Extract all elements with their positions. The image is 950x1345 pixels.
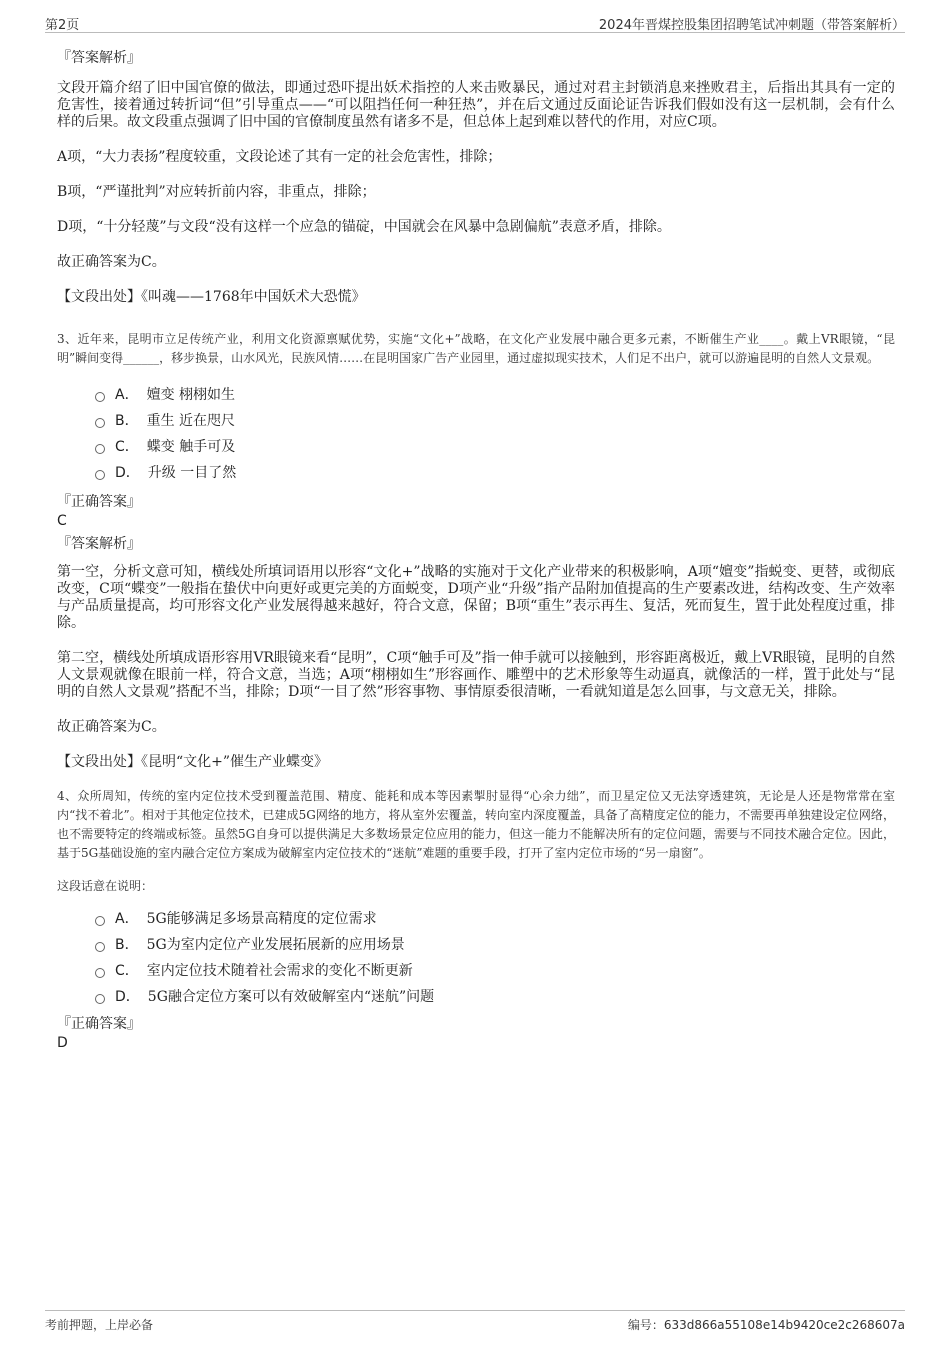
q3-text: 3、近年来，昆明市立足传统产业，利用文化资源禀赋优势，实施“文化+”战略，在文化产业发展中融合更多元素，不断催生产业____。戴上VR眼镜，“昆明”瞬间变得______，移步换景，山水风光，民族风情……在昆明国家广告产业园里，通过虚拟现实技术，人们足不出户，就可以游遍昆明的自然人文景观。 — [57, 332, 895, 365]
page-footer — [45, 1310, 905, 1333]
radio-icon[interactable] — [95, 968, 105, 978]
q2-analysis-p4: D项，“十分轻蔑”与文段“没有这样一个应急的锚碇，中国就会在风暴中急剧偏航”表意矛盾，排除。 — [57, 219, 671, 235]
q4-answer-label: 『正确答案』 — [57, 1016, 141, 1032]
q4-options — [57, 906, 895, 1010]
q4-option-d[interactable]: D． 5G融合定位方案可以有效破解室内“迷航”问题 — [95, 984, 895, 1010]
page-header — [45, 12, 905, 33]
q4-option-c[interactable]: C． 室内定位技术随着社会需求的变化不断更新 — [95, 958, 895, 984]
radio-icon[interactable] — [95, 392, 105, 402]
q2-source: 【文段出处】《叫魂——1768年中国妖术大恐慌》 — [57, 289, 366, 305]
q2-analysis-p2: A项，“大力表扬”程度较重，文段论述了其有一定的社会危害性，排除； — [57, 149, 502, 165]
radio-icon[interactable] — [95, 444, 105, 454]
radio-icon[interactable] — [95, 916, 105, 926]
q3-answer-label: 『正确答案』 — [57, 494, 141, 510]
q3-option-b[interactable]: B． 重生 近在咫尺 — [95, 408, 895, 434]
page-number: 第2页 — [45, 18, 80, 33]
page-content — [57, 48, 895, 1052]
q3-option-c[interactable]: C． 蝶变 触手可及 — [95, 434, 895, 460]
document-title: 2024年晋煤控股集团招聘笔试冲刺题（带答案解析） — [598, 18, 905, 33]
radio-icon[interactable] — [95, 418, 105, 428]
q4-option-b[interactable]: B． 5G为室内定位产业发展拓展新的应用场景 — [95, 932, 895, 958]
radio-icon[interactable] — [95, 470, 105, 480]
radio-icon[interactable] — [95, 994, 105, 1004]
q3-answer: C — [57, 513, 67, 529]
q2-analysis-p1: 文段开篇介绍了旧中国官僚的做法，即通过恐吓提出妖术指控的人来击败暴民，通过对君主封锁消息来挫败君主，后指出其具有一定的危害性，接着通过转折词“但”引导重点——“可以阻挡任何一种狂热”，并在后文通过反面论证告诉我们假如没有这一层机制，会有什么样的后果。故文段重点强调了旧中国的官僚制度虽然有诸多不是，但总体上起到难以替代的作用，对应C项。 — [57, 80, 895, 130]
q2-analysis-conclusion: 故正确答案为C。 — [57, 254, 166, 270]
q3-option-d[interactable]: D． 升级 一目了然 — [95, 460, 895, 486]
q4-option-a[interactable]: A． 5G能够满足多场景高精度的定位需求 — [95, 906, 895, 932]
q3-options — [57, 382, 895, 486]
q3-analysis-label: 『答案解析』 — [57, 536, 141, 552]
document-id: 编号：633d866a55108e14b9420ce2c268607a — [627, 1318, 905, 1332]
radio-icon[interactable] — [95, 942, 105, 952]
q2-analysis-p3: B项，“严谨批判”对应转折前内容，非重点，排除； — [57, 184, 376, 200]
q4-prompt: 这段话意在说明： — [57, 879, 154, 893]
q2-analysis-label: 『答案解析』 — [57, 50, 141, 66]
q3-option-a[interactable]: A． 嬗变 栩栩如生 — [95, 382, 895, 408]
q3-analysis-conclusion: 故正确答案为C。 — [57, 719, 166, 735]
q3-analysis-p2: 第二空，横线处所填成语形容用VR眼镜来看“昆明”，C项“触手可及”指一伸手就可以接触到，形容距离极近，戴上VR眼镜，昆明的自然人文景观就像在眼前一样，符合文意，当选；A项“栩栩如生”形容画作、雕塑中的艺术形象等生动逼真，就像活的一样，置于此处与“昆明的自然人文景观”搭配不当，排除；D项“一目了然”形容事物、事情原委很清晰，一看就知道是怎么回事，与文意无关，排除。 — [57, 650, 895, 700]
q4-answer: D — [57, 1035, 68, 1051]
q4-text: 4、众所周知，传统的室内定位技术受到覆盖范围、精度、能耗和成本等因素掣肘显得“心余力绌”，而卫星定位又无法穿透建筑，无论是人还是物常常在室内“找不着北”。相对于其他定位技术，已建成5G网络的地方，将从室外宏覆盖，转向室内深度覆盖，具备了高精度定位的能力，不需要再单独建设定位网络，也不需要特定的终端或标签。虽然5G自身可以提供满足大多数场景定位应用的能力，但这一能力不能解决所有的定位问题，需要与不同技术融合定位。因此，基于5G基础设施的室内融合定位方案成为破解室内定位技术的“迷航”难题的重要手段，打开了室内定位市场的“另一扇窗”。 — [57, 789, 895, 860]
q3-source: 【文段出处】《昆明“文化+”催生产业蝶变》 — [57, 754, 329, 770]
q3-analysis-p1: 第一空，分析文意可知，横线处所填词语用以形容“文化+”战略的实施对于文化产业带来的积极影响，A项“嬗变”指蜕变、更替，或彻底改变，C项“蝶变”一般指在蛰伏中向更好或更完美的方面蜕变，D项产业“升级”指产品附加值提高的生产要素改进，结构改变、生产效率与产品质量提高，均可形容文化产业发展得越来越好，符合文意，保留；B项“重生”表示再生、复活，死而复生，置于此处程度过重，排除。 — [57, 564, 895, 631]
footer-slogan: 考前押题，上岸必备 — [45, 1318, 154, 1332]
